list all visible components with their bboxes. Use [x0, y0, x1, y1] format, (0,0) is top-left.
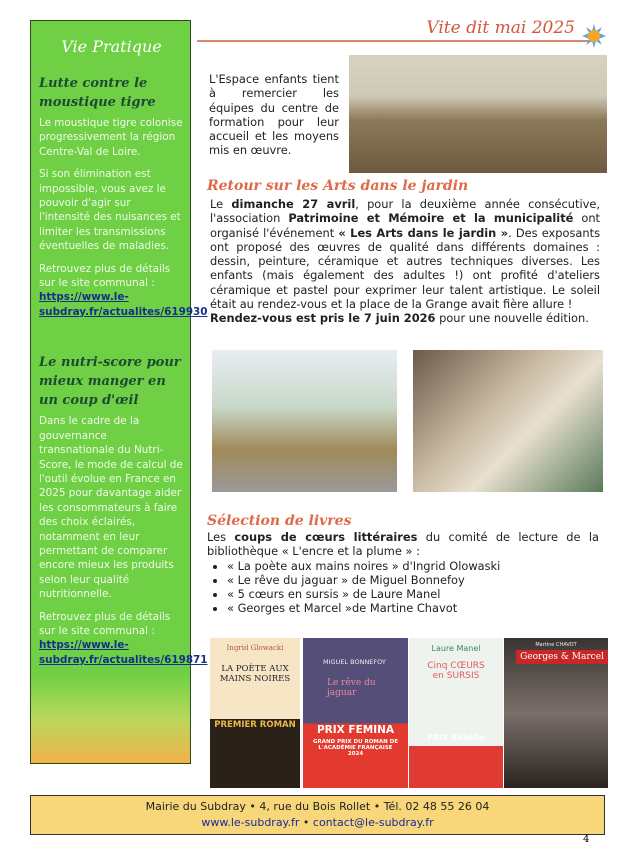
page-header-title: Vite dit mai 2025: [426, 18, 575, 38]
espace-enfants-text: L'Espace enfants tient à remercier les équipes du centre de formation pour leur accueil et les moyens mis en œuvre.: [209, 72, 339, 158]
paragraph: Retrouvez plus de détails sur le site communal :: [39, 262, 171, 290]
page-number: 4: [583, 834, 590, 845]
paragraph: Le moustique tigre colonise progressivement la région Centre-Val de Loire.: [39, 117, 183, 158]
paragraph: Si son élimination est impossible, vous avez le pouvoir d'agir sur l'intensité des nuisances et limiter les transmissions éventuelles de maladies.: [39, 168, 181, 253]
livres-text: Les coups de cœurs littéraires du comité de lecture de la bibliothèque « L'encre et la plume » : • « La poète aux mains noires » d'Ingrid Olowaski • « Le rêve du jaguar » de Miguel Bonnefoy • « 5 cœurs en sursis » de Laure Manel • « Georges et Marcel »de Martine Chavot: [207, 530, 599, 616]
section-title-livres: Sélection de livres: [207, 513, 352, 529]
footer-website-link[interactable]: www.le-subdray.fr: [201, 816, 300, 829]
article-heading: Lutte contre le moustique tigre: [39, 76, 156, 110]
sun-icon: [582, 24, 606, 48]
sidebar-vie-pratique: [30, 20, 208, 764]
article-moustique: [39, 74, 208, 319]
photo-espace-enfants: [349, 55, 607, 173]
book-cover-cinq-coeurs: Laure Manel Cinq CŒURS en SURSIS PRIX Babelio: [409, 638, 503, 788]
photo-arts-orgue: [212, 350, 397, 492]
article-link[interactable]: https://www.le-subdray.fr/actualites/619930: [39, 291, 208, 318]
book-list-item: • « Georges et Marcel »de Martine Chavot: [227, 601, 599, 615]
arts-text: Le dimanche 27 avril, pour la deuxième année consécutive, l'association Patrimoine et Mémoire et la municipalité ont organisé l'événement « Les Arts dans le jardin ». Des exposants ont proposé des œuvres de qualité dans différents domaines : dessin, peinture, céramique et autres techniques diverses. Les enfants (mais également des adultes !) ont profité d'ateliers céramique et pastel pour exprimer leur talent artistique. Le soleil était au rendez-vous et la place de la Grange avait fière allure ! Rendez-vous est pris le 7 juin 2026 pour une nouvelle édition.: [210, 197, 601, 326]
photo-arts-ceramique: [413, 350, 603, 492]
book-list-item: • « 5 cœurs en sursis » de Laure Manel: [227, 587, 599, 601]
book-cover-poete: Ingrid Glowacki LA POÈTE AUX MAINS NOIRES PREMIER ROMAN: [210, 638, 300, 788]
sidebar-title: Vie Pratique: [61, 37, 162, 56]
section-title-arts: Retour sur les Arts dans le jardin: [207, 178, 469, 194]
article-nutriscore: [39, 353, 208, 667]
article-link[interactable]: https://www.le-subdray.fr/actualites/619871: [39, 639, 208, 666]
book-list-item: • « La poète aux mains noires » d'Ingrid Olowaski: [227, 559, 599, 573]
paragraph: Dans le cadre de la gouvernance transnationale du Nutri-Score, le mode de calcul de l'outil évolue en France en 2025 pour davantage aider les consommateurs à faire des choix éclairés, notamment en leur permettant de comparer encore mieux les produits selon leur qualité nutritionnelle.: [39, 415, 183, 601]
book-list-item: • « Le rêve du jaguar » de Miguel Bonnefoy: [227, 573, 599, 587]
header-divider: [197, 40, 592, 42]
book-cover-jaguar: MIGUEL BONNEFOY Le rêve du jaguar PRIX FEMINA GRAND PRIX DU ROMAN DE L'ACADÉMIE FRANÇAISE 2024: [303, 638, 408, 788]
footer-contact: Mairie du Subdray • 4, rue du Bois Rollet • Tél. 02 48 55 26 04 www.le-subdray.fr • contact@le-subdray.fr: [30, 795, 605, 835]
book-cover-georges-marcel: Martine CHAVOT Georges & Marcel: [504, 638, 608, 788]
footer-email-link[interactable]: contact@le-subdray.fr: [312, 816, 434, 829]
article-heading: Le nutri-score pour mieux manger en un coup d'œil: [39, 355, 181, 409]
paragraph: Retrouvez plus de détails sur le site communal :: [39, 610, 171, 637]
footer-address: Mairie du Subdray • 4, rue du Bois Rollet • Tél. 02 48 55 26 04: [145, 800, 490, 813]
